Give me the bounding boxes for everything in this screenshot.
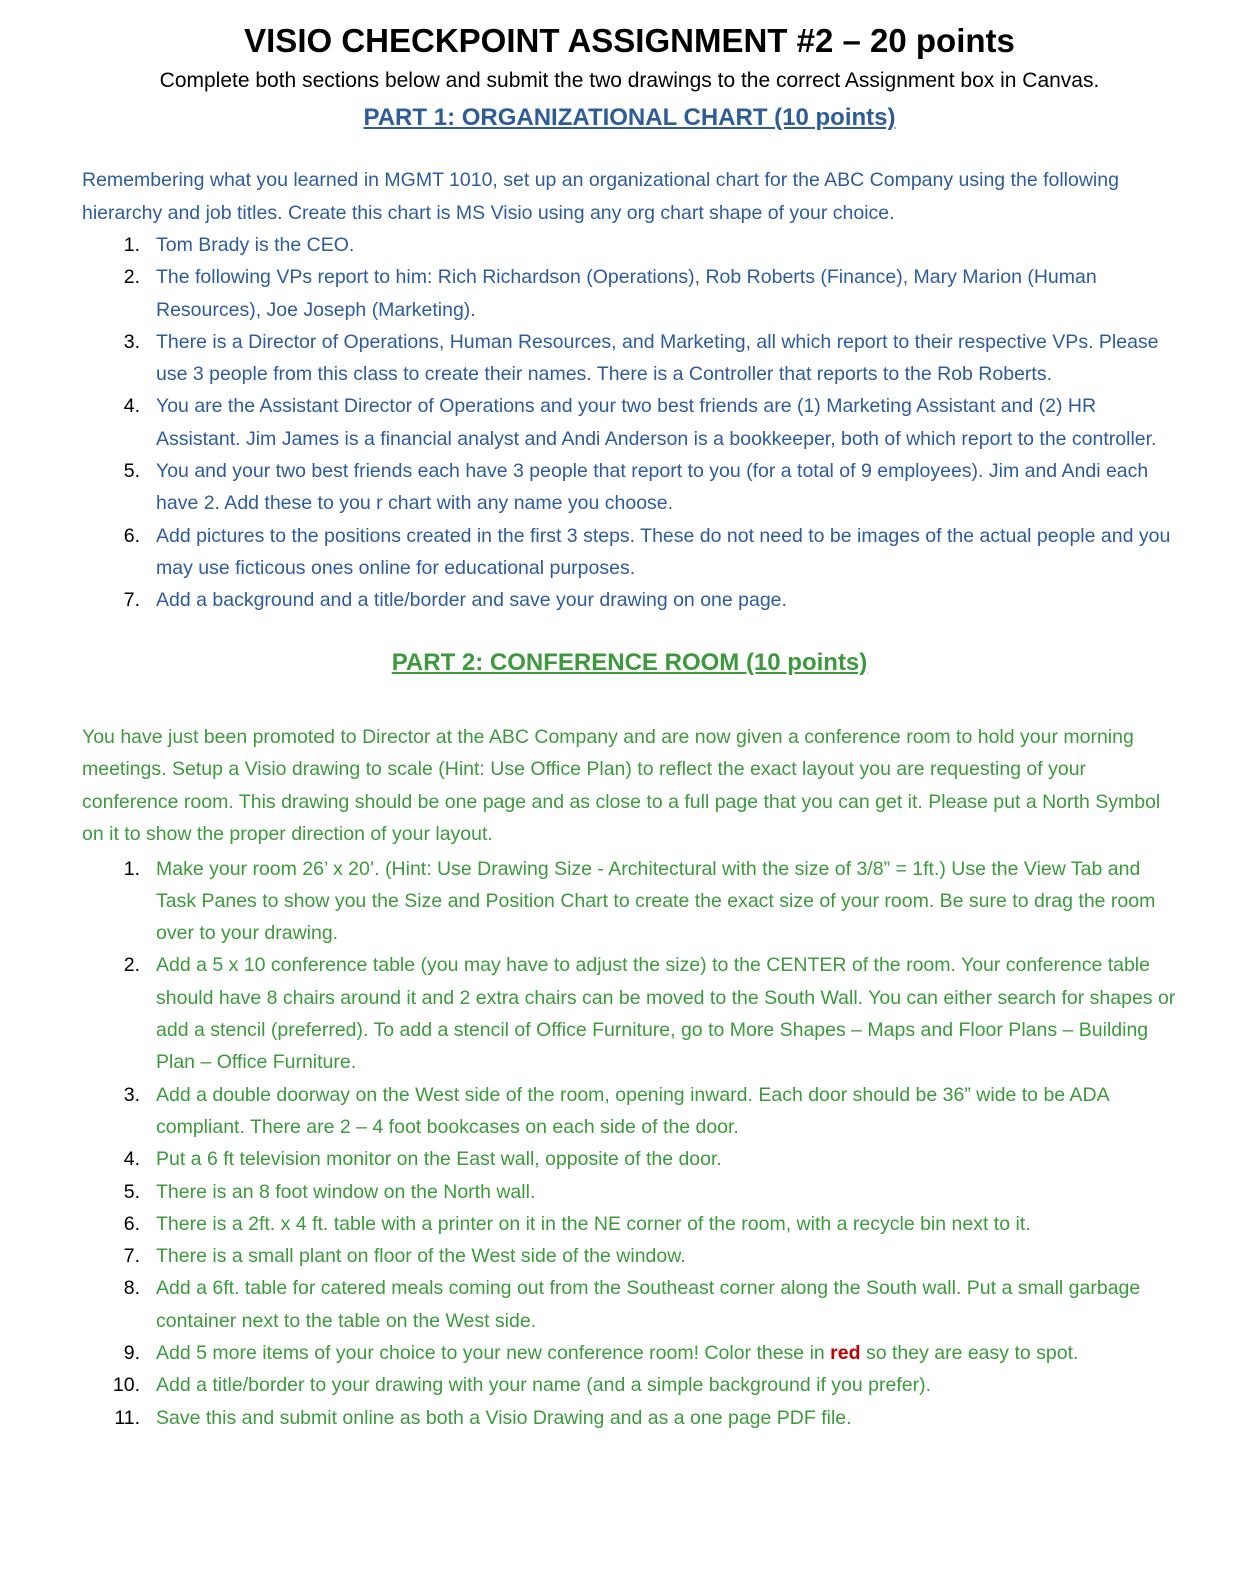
list-item: [82, 1369, 1177, 1401]
list-text: Add a double doorway on the West side of the room, opening inward. Each door should be 36” wide to be ADA compliant. There are 2 – 4 foot bookcases on each side of the door.: [156, 1083, 1109, 1138]
list-number: 6.: [123, 524, 140, 547]
part1-section: [82, 100, 1177, 617]
list-text: Put a 6 ft television monitor on the East wall, opposite of the door.: [156, 1148, 722, 1171]
list-number: 3.: [123, 330, 140, 353]
list-number: 11.: [114, 1406, 140, 1429]
part2-intro: You have just been promoted to Director at the ABC Company and are now given a conference room to hold your morning meetings. Setup a Visio drawing to scale (Hint: Use Office Plan) to reflect the exact layout you are requesting of your conference room. This drawing should be one page and as close to a full page that you can get it. Please put a North Symbol on it to show the proper direction of your layout.: [82, 725, 1161, 846]
part2-heading: PART 2: CONFERENCE ROOM (10 points): [391, 648, 868, 676]
red-emphasis-text: red: [830, 1342, 861, 1365]
list-text: Add a background and a title/border and save your drawing on one page.: [156, 589, 787, 612]
list-text: Make your room 26’ x 20’. (Hint: Use Drawing Size - Architectural with the size of 3/8” = 1ft.) Use the View Tab and Task Panes to show you the Size and Position Chart to create the exact size of your room. Be sure to drag the room over to your drawing.: [156, 857, 1156, 945]
list-text: You and your two best friends each have 3 people that report to you (for a total of 9 employees). Jim and Andi each have 2. Add these to you r chart with any name you choose.: [156, 460, 1149, 515]
list-number: 2.: [123, 954, 140, 977]
list-text: There is a small plant on floor of the West side of the window.: [156, 1245, 686, 1268]
list-item: [82, 229, 1177, 261]
page-title: VISIO CHECKPOINT ASSIGNMENT #2 – 20 points: [244, 22, 1015, 59]
part2-section: [82, 645, 1177, 1434]
list-item: [82, 261, 1177, 326]
list-item: [82, 1272, 1177, 1337]
page-subtitle: Complete both sections below and submit the two drawings to the correct Assignment box in Canvas.: [159, 69, 1100, 92]
list-item: [82, 1176, 1177, 1208]
list-text: Add a 6ft. table for catered meals coming out from the Southeast corner along the South wall. Put a small garbage container next to the table on the West side.: [156, 1277, 1141, 1332]
list-item: [82, 1240, 1177, 1272]
list-number: 7.: [123, 589, 140, 612]
list-text: There is a Director of Operations, Human Resources, and Marketing, all which report to their respective VPs. Please use 3 people from this class to create their names. There is a Controller that reports to the Rob Roberts.: [156, 330, 1159, 386]
list-text: The following VPs report to him: Rich Richardson (Operations), Rob Roberts (Finance), Mary Marion (Human Resources), Joe Joseph (Marketing).: [156, 266, 1097, 321]
list-item: [82, 1337, 1177, 1369]
list-item: [82, 949, 1177, 1078]
part1-intro: Remembering what you learned in MGMT 1010, set up an organizational chart for the ABC Company using the following hierarchy and job titles. Create this chart is MS Visio using any org chart shape of your choice.: [82, 169, 1119, 224]
list-text: There is an 8 foot window on the North wall.: [156, 1180, 536, 1203]
list-item: [82, 326, 1177, 391]
part1-list: [82, 229, 1177, 617]
list-number: 7.: [123, 1245, 140, 1268]
list-text-after: so they are easy to spot.: [860, 1342, 1079, 1365]
list-number: 1.: [123, 234, 140, 256]
part2-list: [82, 853, 1177, 1434]
list-text: Save this and submit online as both a Visio Drawing and as a one page PDF file.: [156, 1406, 852, 1429]
list-text-before: Add 5 more items of your choice to your new conference room! Color these in: [156, 1342, 831, 1365]
list-text: Tom Brady is the CEO.: [156, 234, 355, 256]
list-item: [82, 390, 1177, 455]
list-number: 8.: [123, 1277, 140, 1300]
list-item: [82, 584, 1177, 616]
list-item: [82, 853, 1177, 950]
list-number: 6.: [123, 1212, 140, 1235]
list-number: 4.: [123, 395, 140, 418]
list-number: 2.: [123, 266, 140, 289]
list-text: You are the Assistant Director of Operations and your two best friends are (1) Marketing Assistant and (2) HR Assistant. Jim James is a financial analyst and Andi Anderson is a bookkeeper, both of which report to the controller.: [156, 395, 1157, 450]
list-number: 4.: [123, 1148, 140, 1171]
list-text: There is a 2ft. x 4 ft. table with a printer on it in the NE corner of the room, with a recycle bin next to it.: [156, 1212, 1031, 1235]
list-text: Add a 5 x 10 conference table (you may have to adjust the size) to the CENTER of the room. Your conference table should have 8 chairs around it and 2 extra chairs can be moved to the South Wall. You can either search for shapes or add a stencil (preferred). To add a stencil of Office Furniture, go to More Shapes – Maps and Floor Plans – Building Plan – Office Furniture.: [156, 954, 1176, 1074]
list-item: [82, 520, 1177, 585]
list-number: 1.: [123, 857, 140, 880]
list-number: 9.: [123, 1342, 140, 1365]
part1-heading: PART 1: ORGANIZATIONAL CHART (10 points): [363, 104, 896, 131]
list-number: 5.: [123, 460, 140, 483]
list-item: [82, 1143, 1177, 1175]
list-item: [82, 1079, 1177, 1144]
list-item: [82, 1208, 1177, 1240]
list-number: 3.: [123, 1083, 140, 1106]
list-text: Add pictures to the positions created in the first 3 steps. These do not need to be images of the actual people and you may use ficticous ones online for educational purposes.: [156, 524, 1171, 579]
list-number: 10.: [112, 1374, 140, 1397]
list-item: [82, 455, 1177, 520]
list-item: [82, 1402, 1177, 1434]
list-text: Add a title/border to your drawing with your name (and a simple background if you prefer).: [156, 1374, 931, 1397]
list-number: 5.: [123, 1180, 140, 1203]
